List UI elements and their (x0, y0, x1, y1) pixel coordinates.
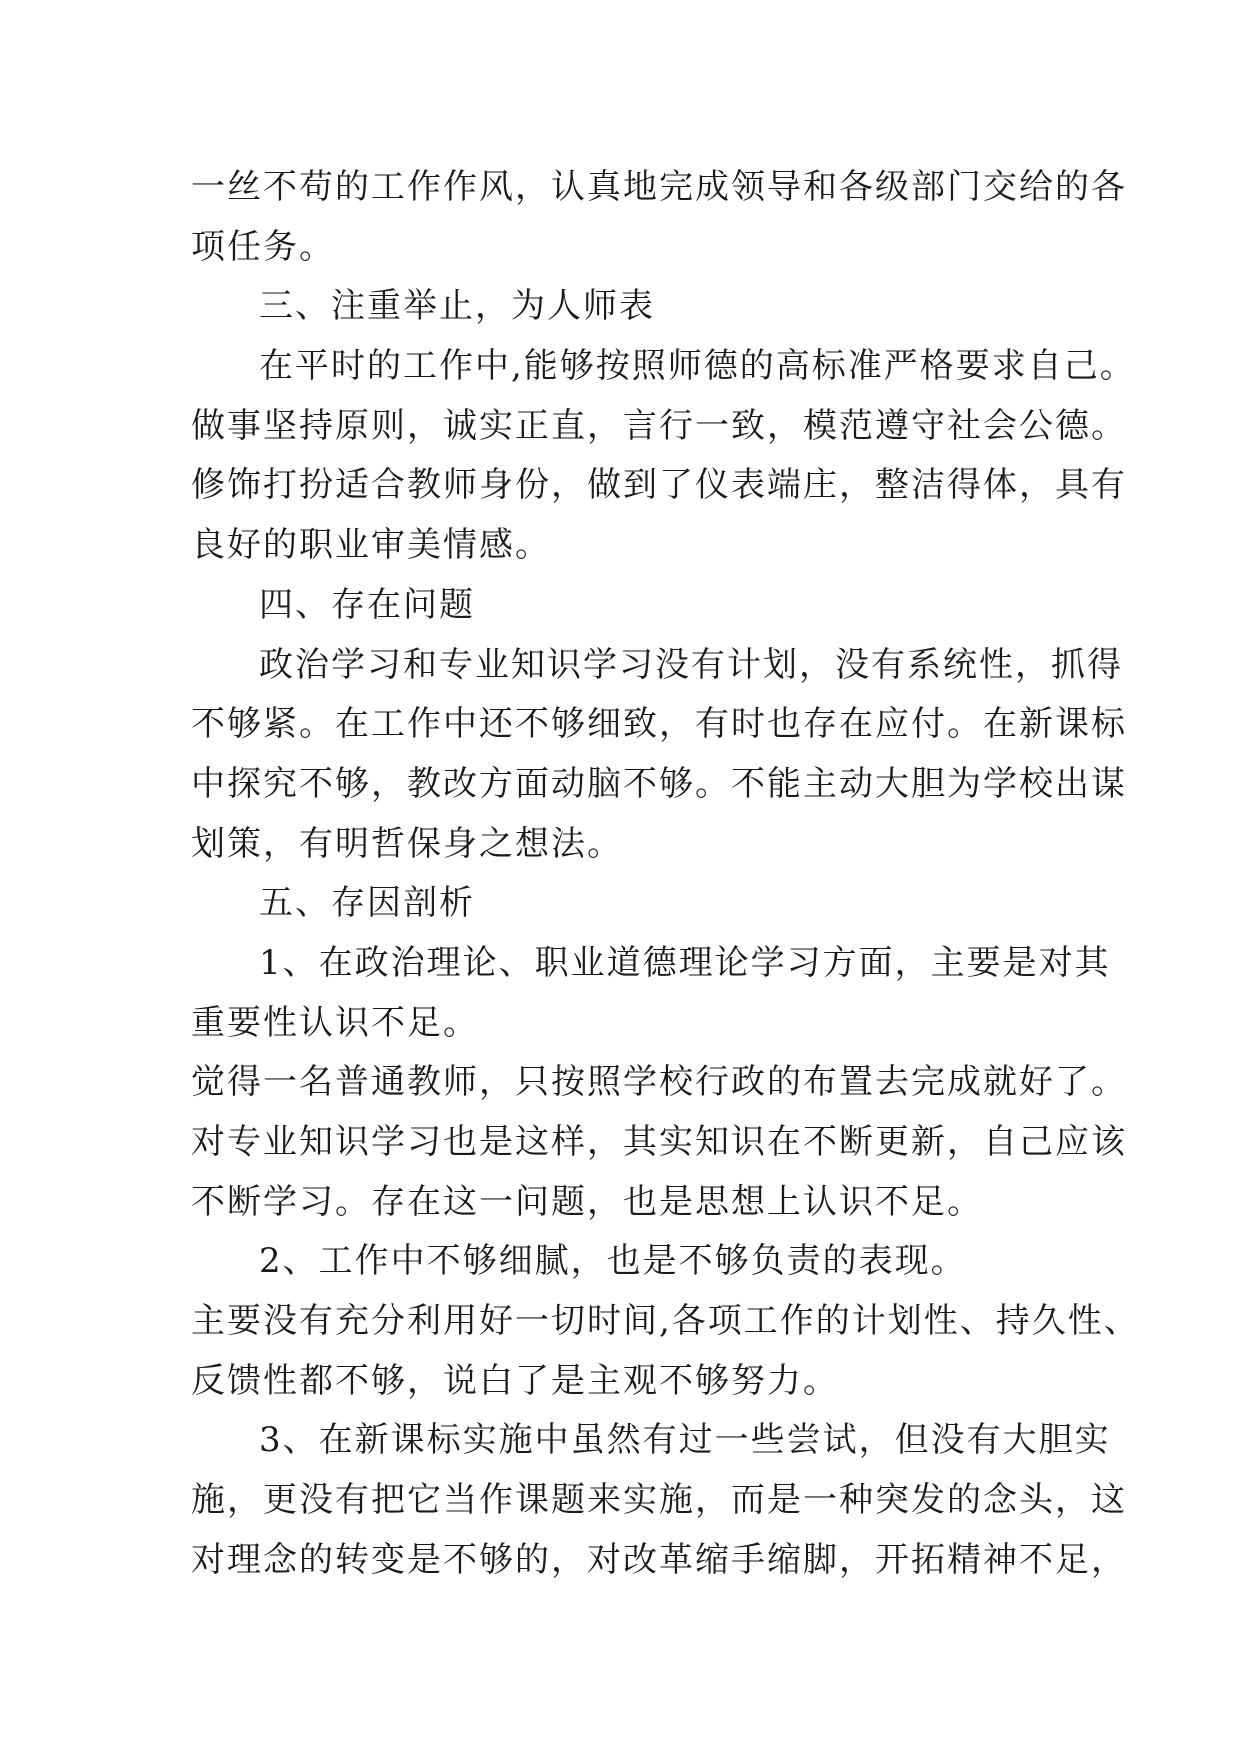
section-heading: 四、存在问题 (259, 584, 475, 625)
body-line: 不断学习。存在这一问题，也是思想上认识不足。 (191, 1181, 983, 1222)
document-body (191, 158, 1140, 1591)
paragraph-start: 2、工作中不够细腻，也是不够负责的表现。 (259, 1241, 967, 1282)
body-line: 重要性认识不足。 (191, 1002, 479, 1043)
body-line: 对专业知识学习也是这样，其实知识在不断更新，自己应该 (191, 1122, 1127, 1162)
section-heading: 三、注重举止，为人师表 (259, 286, 655, 327)
body-line: 项任务。 (191, 226, 335, 267)
body-line: 做事坚持原则，诚实正直，言行一致，模范遵守社会公德。 (191, 405, 1127, 446)
paragraph-start: 3、在新课标实施中虽然有过一些尝试，但没有大胆实 (259, 1420, 1111, 1461)
body-line: 觉得一名普通教师，只按照学校行政的布置去完成就好了。 (191, 1062, 1127, 1103)
body-line: 反馈性都不够，说白了是主观不够努力。 (191, 1360, 839, 1401)
body-line: 对理念的转变是不够的，对改革缩手缩脚，开拓精神不足， (191, 1539, 1127, 1580)
section-heading: 五、存因剖析 (259, 883, 475, 924)
body-line: 修饰打扮适合教师身份，做到了仪表端庄，整洁得体，具有 (191, 465, 1127, 506)
paragraph-start: 在平时的工作中,能够按照师德的高标准严格要求自己。 (259, 346, 1136, 387)
body-line: 良好的职业审美情感。 (191, 525, 551, 566)
body-line: 一丝不苟的工作作风，认真地完成领导和各级部门交给的各 (191, 167, 1127, 207)
body-line: 施，更没有把它当作课题来实施，而是一种突发的念头，这 (191, 1480, 1127, 1521)
body-line: 中探究不够，教改方面动脑不够。不能主动大胆为学校出谋 (191, 763, 1127, 804)
paragraph-start: 1、在政治理论、职业道德理论学习方面，主要是对其 (259, 942, 1111, 983)
body-line: 划策，有明哲保身之想法。 (191, 823, 623, 864)
paragraph-start: 政治学习和专业知识学习没有计划，没有系统性，抓得 (259, 644, 1123, 685)
body-line: 主要没有充分利用好一切时间,各项工作的计划性、持久性、 (191, 1301, 1140, 1342)
body-line: 不够紧。在工作中还不够细致，有时也存在应付。在新课标 (191, 704, 1127, 745)
